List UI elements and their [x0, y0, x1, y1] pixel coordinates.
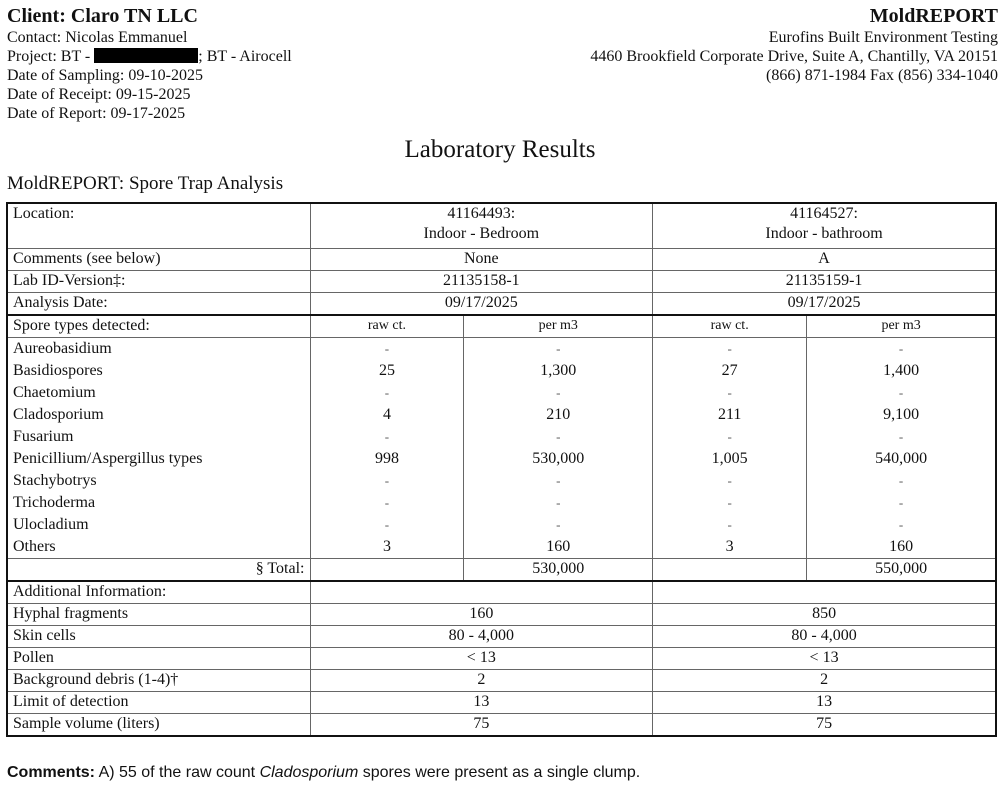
spore-value: -: [464, 514, 653, 536]
results-table: [6, 202, 997, 737]
spore-value: -: [310, 470, 464, 492]
total-label: § Total:: [7, 559, 310, 582]
spore-row: [7, 338, 996, 361]
spore-value: 1,005: [653, 448, 807, 470]
spore-name: Penicillium/Aspergillus types: [7, 448, 310, 470]
spore-name: Trichoderma: [7, 492, 310, 514]
spore-value: 4: [310, 404, 464, 426]
spore-value: -: [310, 514, 464, 536]
spore-value: 1,400: [807, 360, 996, 382]
spore-value: -: [807, 492, 996, 514]
comments-label: Comments (see below): [7, 249, 310, 271]
sample-2-additional-value: 13: [653, 692, 996, 714]
sample-2-total: 550,000: [807, 559, 996, 582]
sample-2-analysis-date: 09/17/2025: [653, 293, 996, 316]
spore-value: -: [653, 338, 807, 361]
sample-1-additional-value: 13: [310, 692, 653, 714]
spore-value: -: [807, 338, 996, 361]
sample-1-place: Indoor - Bedroom: [423, 225, 540, 242]
spore-value: -: [807, 426, 996, 448]
spore-name: Chaetomium: [7, 382, 310, 404]
spore-row: [7, 514, 996, 536]
sample-2-raw-header: raw ct.: [653, 315, 807, 338]
spore-value: -: [807, 470, 996, 492]
spore-value: 27: [653, 360, 807, 382]
additional-row: [7, 670, 996, 692]
sample-1-m3-header: per m3: [464, 315, 653, 338]
empty-cell: [310, 581, 653, 604]
project-suffix: ; BT - Airocell: [198, 48, 292, 65]
comments-label-bold: Comments:: [7, 764, 96, 781]
additional-row: [7, 626, 996, 648]
report-subtitle: MoldREPORT: Spore Trap Analysis: [7, 173, 284, 194]
empty-cell: [653, 581, 996, 604]
page-title: Laboratory Results: [404, 136, 596, 163]
sample-2-location: [653, 203, 996, 249]
additional-row: [7, 714, 996, 737]
additional-name: Background debris (1-4)†: [7, 670, 310, 692]
lab-address: 4460 Brookfield Corporate Drive, Suite A, Chantilly, VA 20151: [590, 48, 998, 65]
comment-species: Cladosporium: [259, 764, 359, 781]
comments-footnote: [7, 764, 640, 782]
sample-1-additional-value: 2: [310, 670, 653, 692]
spore-value: 9,100: [807, 404, 996, 426]
sample-1-id: 41164493:: [447, 205, 516, 222]
spore-value: 211: [653, 404, 807, 426]
spore-value: 540,000: [807, 448, 996, 470]
date-of-report: Date of Report: 09-17-2025: [7, 105, 186, 122]
lab-phone: (866) 871-1984 Fax (856) 334-1040: [766, 67, 998, 84]
spore-name: Cladosporium: [7, 404, 310, 426]
comment-text-b: spores were present as a single clump.: [362, 764, 641, 781]
redaction-bar: [94, 48, 198, 63]
spore-row: [7, 382, 996, 404]
additional-row: [7, 648, 996, 670]
sample-2-comment: A: [653, 249, 996, 271]
sample-2-additional-value: 80 - 4,000: [653, 626, 996, 648]
client-name: Client: Claro TN LLC: [7, 5, 198, 27]
spore-value: -: [807, 382, 996, 404]
additional-info-label: Additional Information:: [7, 581, 310, 604]
spore-row: [7, 426, 996, 448]
sample-1-location: [310, 203, 653, 249]
sample-1-analysis-date: 09/17/2025: [310, 293, 653, 316]
sample-2-m3-header: per m3: [807, 315, 996, 338]
additional-name: Pollen: [7, 648, 310, 670]
sample-1-comment: None: [310, 249, 653, 271]
spore-value: 25: [310, 360, 464, 382]
client-info: [7, 4, 292, 123]
empty-cell: [653, 559, 807, 582]
spore-name: Ulocladium: [7, 514, 310, 536]
spore-name: Others: [7, 536, 310, 559]
spore-value: -: [653, 514, 807, 536]
additional-name: Sample volume (liters): [7, 714, 310, 737]
spore-value: -: [653, 426, 807, 448]
additional-name: Limit of detection: [7, 692, 310, 714]
empty-cell: [310, 559, 464, 582]
spore-value: -: [310, 338, 464, 361]
sample-1-additional-value: 80 - 4,000: [310, 626, 653, 648]
sample-2-lab-id: 21135159-1: [653, 271, 996, 293]
spore-row: [7, 404, 996, 426]
sample-1-lab-id: 21135158-1: [310, 271, 653, 293]
spore-value: 210: [464, 404, 653, 426]
sample-1-additional-value: < 13: [310, 648, 653, 670]
spore-value: -: [464, 426, 653, 448]
additional-row: [7, 692, 996, 714]
additional-name: Skin cells: [7, 626, 310, 648]
spore-row: [7, 536, 996, 559]
sample-2-additional-value: 75: [653, 714, 996, 737]
spore-value: -: [464, 470, 653, 492]
spore-name: Basidiospores: [7, 360, 310, 382]
spore-value: -: [464, 338, 653, 361]
spore-value: 3: [310, 536, 464, 559]
sample-2-additional-value: < 13: [653, 648, 996, 670]
spore-value: -: [807, 514, 996, 536]
spore-value: -: [310, 492, 464, 514]
sample-2-additional-value: 850: [653, 604, 996, 626]
spore-row: [7, 360, 996, 382]
sample-2-additional-value: 2: [653, 670, 996, 692]
spore-value: -: [310, 426, 464, 448]
spore-value: 530,000: [464, 448, 653, 470]
spore-value: -: [464, 382, 653, 404]
sample-1-additional-value: 160: [310, 604, 653, 626]
spore-value: 998: [310, 448, 464, 470]
location-label: Location:: [7, 203, 310, 249]
lab-name: Eurofins Built Environment Testing: [768, 29, 998, 46]
spore-row: [7, 470, 996, 492]
spore-name: Aureobasidium: [7, 338, 310, 361]
comment-text-a: A) 55 of the raw count: [98, 764, 256, 781]
brand-name: MoldREPORT: [869, 5, 998, 27]
spore-value: -: [653, 382, 807, 404]
spore-row: [7, 492, 996, 514]
contact: Contact: Nicolas Emmanuel: [7, 29, 188, 46]
spore-row: [7, 448, 996, 470]
sample-1-additional-value: 75: [310, 714, 653, 737]
spore-value: -: [653, 492, 807, 514]
additional-header-row: [7, 581, 996, 604]
spore-value: 3: [653, 536, 807, 559]
spore-value: -: [310, 382, 464, 404]
spore-value: 160: [807, 536, 996, 559]
spore-value: -: [464, 492, 653, 514]
spore-value: 1,300: [464, 360, 653, 382]
total-row: [7, 559, 996, 582]
spore-value: -: [653, 470, 807, 492]
spore-types-label: Spore types detected:: [7, 315, 310, 338]
spore-name: Stachybotrys: [7, 470, 310, 492]
additional-row: [7, 604, 996, 626]
additional-name: Hyphal fragments: [7, 604, 310, 626]
lab-id-label: Lab ID-Version‡:: [7, 271, 310, 293]
sample-2-id: 41164527:: [790, 205, 858, 222]
spore-value: 160: [464, 536, 653, 559]
date-of-receipt: Date of Receipt: 09-15-2025: [7, 86, 191, 103]
project-prefix: Project: BT -: [7, 48, 91, 65]
sample-1-total: 530,000: [464, 559, 653, 582]
lab-info: [590, 4, 998, 85]
analysis-date-label: Analysis Date:: [7, 293, 310, 316]
sample-2-place: Indoor - bathroom: [765, 225, 883, 242]
date-of-sampling: Date of Sampling: 09-10-2025: [7, 67, 203, 84]
spore-name: Fusarium: [7, 426, 310, 448]
project: [7, 47, 292, 66]
sample-1-raw-header: raw ct.: [310, 315, 464, 338]
